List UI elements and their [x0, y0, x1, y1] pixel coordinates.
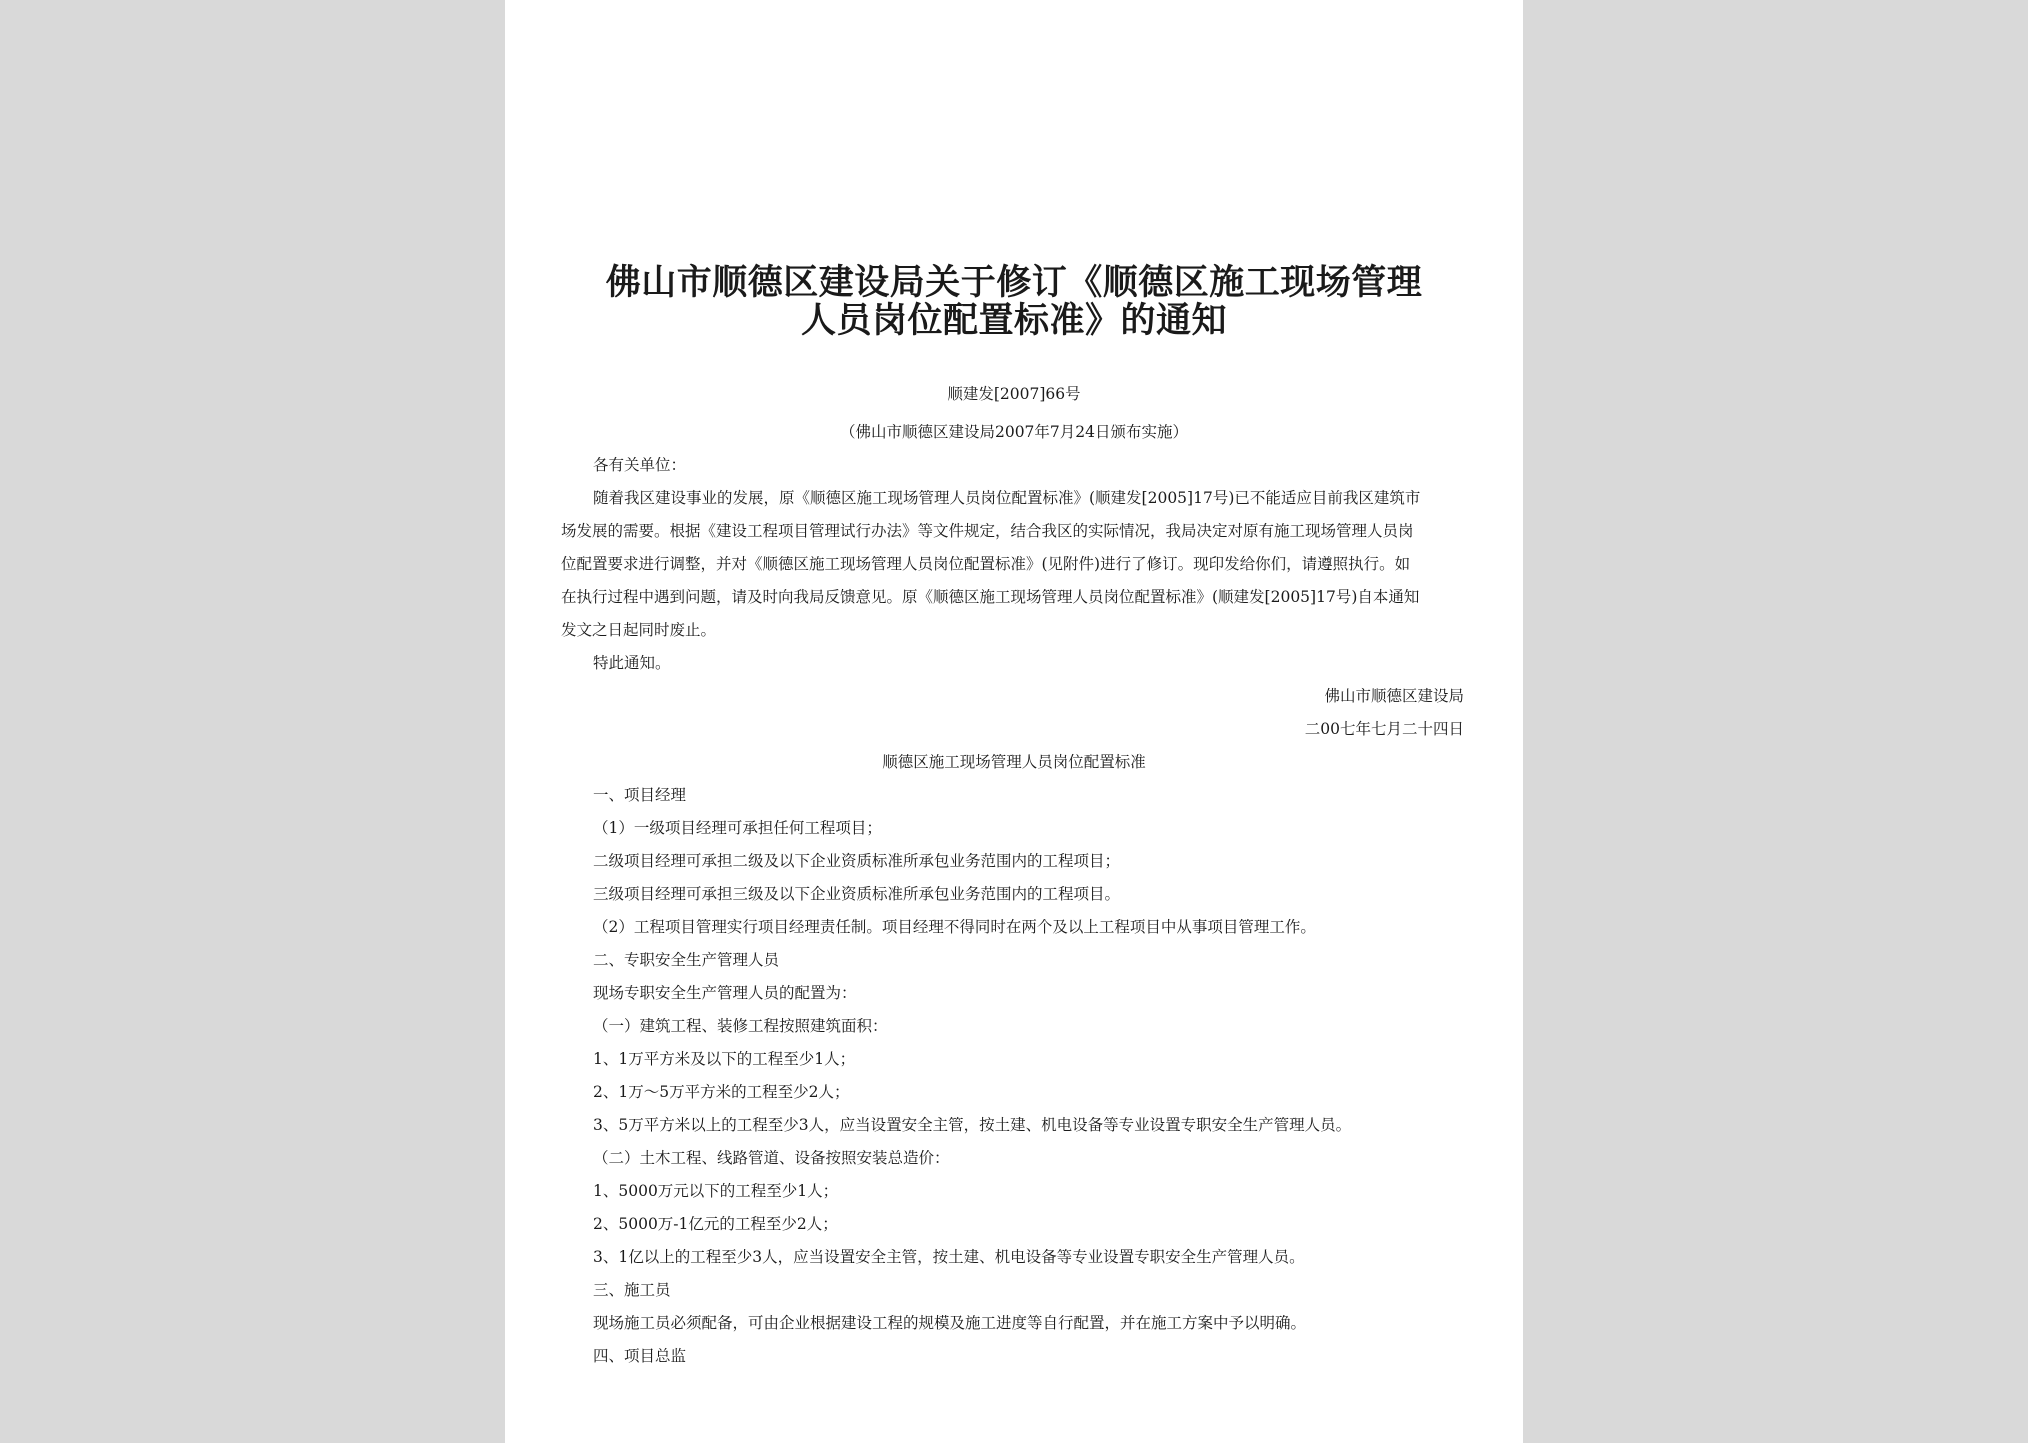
section-heading: 四、项目总监	[593, 1347, 687, 1365]
section-heading: 三、施工员	[593, 1281, 671, 1299]
attachment-line: （二）土木工程、线路管道、设备按照安装总造价：	[593, 1149, 950, 1167]
document-number: 顺建发[2007]66号	[947, 385, 1081, 403]
attachment-line: 1、5000万元以下的工程至少1人；	[593, 1182, 839, 1200]
body-line: 随着我区建设事业的发展，原《顺德区施工现场管理人员岗位配置标准》(顺建发[2005]17号)已不能适应目前我区建筑市	[593, 489, 1421, 507]
closing-text: 特此通知。	[593, 654, 671, 672]
body-line: 位配置要求进行调整，并对《顺德区施工现场管理人员岗位配置标准》(见附件)进行了修订。现印发给你们，请遵照执行。如	[561, 555, 1411, 573]
attachment-line: （2）工程项目管理实行项目经理责任制。项目经理不得同时在两个及以上工程项目中从事项目管理工作。	[593, 918, 1316, 936]
signer: 佛山市顺德区建设局	[1324, 687, 1464, 705]
document-page	[505, 0, 1523, 1443]
attachment-line: 2、5000万-1亿元的工程至少2人；	[593, 1215, 838, 1233]
document-title-line2: 人员岗位配置标准》的通知	[800, 300, 1227, 341]
attachment-line: （1）一级项目经理可承担任何工程项目；	[593, 819, 882, 837]
body-line: 发文之日起同时废止。	[561, 621, 717, 639]
section-heading: 一、项目经理	[593, 786, 687, 804]
salutation: 各有关单位：	[593, 456, 687, 474]
attachment-line: 3、5万平方米以上的工程至少3人，应当设置安全主管，按土建、机电设备等专业设置专职安全生产管理人员。	[593, 1116, 1352, 1134]
body-line: 在执行过程中遇到问题，请及时向我局反馈意见。原《顺德区施工现场管理人员岗位配置标准》(顺建发[2005]17号)自本通知	[561, 588, 1420, 606]
body-line: 场发展的需要。根据《建设工程项目管理试行办法》等文件规定，结合我区的实际情况，我局决定对原有施工现场管理人员岗	[561, 522, 1414, 540]
attachment-line: 现场专职安全生产管理人员的配置为：	[593, 984, 857, 1002]
attachment-line: 三级项目经理可承担三级及以下企业资质标准所承包业务范围内的工程项目。	[593, 885, 1121, 903]
section-heading: 二、专职安全生产管理人员	[593, 951, 780, 969]
attachment-line: 1、1万平方米及以下的工程至少1人；	[593, 1050, 856, 1068]
attachment-line: 二级项目经理可承担二级及以下企业资质标准所承包业务范围内的工程项目；	[593, 852, 1121, 870]
document-date: 二00七年七月二十四日	[1304, 720, 1464, 738]
attachment-line: 3、1亿以上的工程至少3人，应当设置安全主管，按土建、机电设备等专业设置专职安全生产管理人员。	[593, 1248, 1305, 1266]
attachment-line: （一）建筑工程、装修工程按照建筑面积：	[593, 1017, 888, 1035]
attachment-line: 现场施工员必须配备，可由企业根据建设工程的规模及施工进度等自行配置，并在施工方案中予以明确。	[593, 1314, 1307, 1332]
attachment-line: 2、1万～5万平方米的工程至少2人；	[593, 1083, 850, 1101]
document-title-line1: 佛山市顺德区建设局关于修订《顺德区施工现场管理	[605, 262, 1423, 303]
issued-note: （佛山市顺德区建设局2007年7月24日颁布实施）	[839, 423, 1189, 441]
attachment-title: 顺德区施工现场管理人员岗位配置标准	[882, 753, 1146, 771]
